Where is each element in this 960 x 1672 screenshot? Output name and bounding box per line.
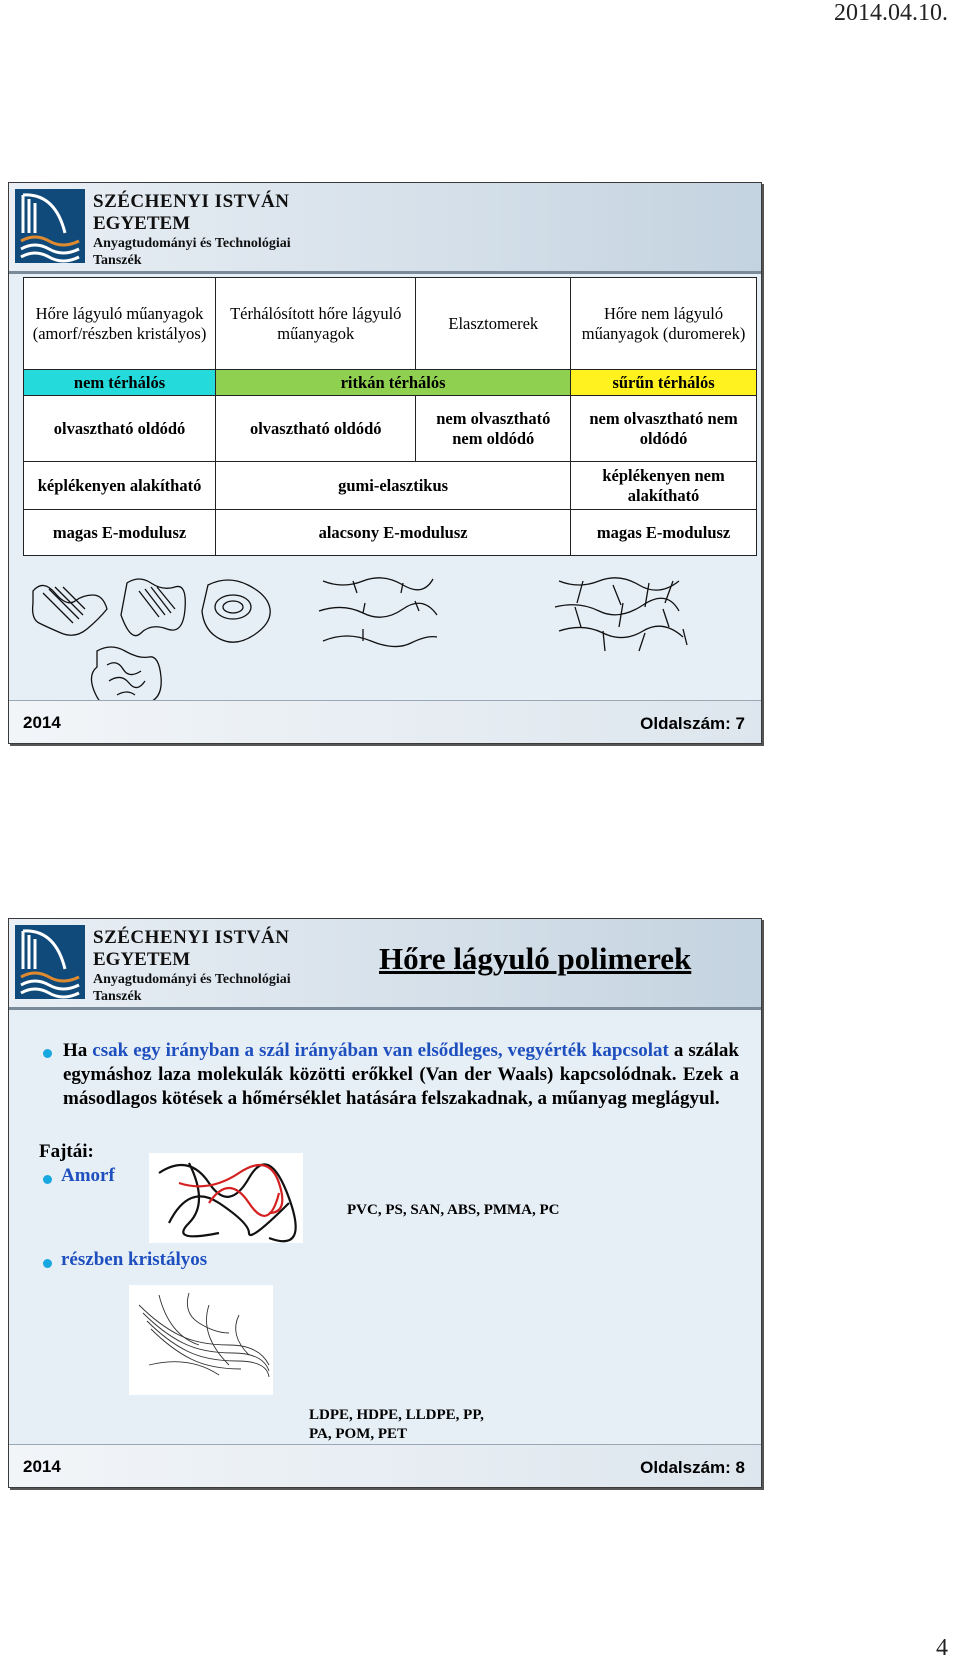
bullet-icon <box>43 1049 52 1058</box>
table-cell: nem térhálós <box>24 370 216 396</box>
slide-number: Oldalszám: 7 <box>640 714 745 733</box>
polymer-structure-drawings <box>23 571 757 711</box>
semicrystalline-examples: LDPE, HDPE, LLDPE, PP, PA, POM, PET <box>309 1407 484 1442</box>
table-cell: magas E-modulusz <box>24 510 216 556</box>
table-cell: sűrűn térhálós <box>571 370 757 396</box>
table-row <box>24 370 757 396</box>
slide-footer: 2014 Oldalszám: 8 <box>9 1444 761 1487</box>
page-number: 4 <box>936 1635 948 1661</box>
table-row <box>24 278 757 370</box>
bullet-icon <box>43 1175 52 1184</box>
table-cell: képlékenyen nem alakítható <box>571 462 757 510</box>
university-name: SZÉCHENYI ISTVÁN EGYETEM Anyagtudományi és Technológiai Tanszék <box>93 927 291 1004</box>
slide-number: Oldalszám: 8 <box>640 1458 745 1477</box>
table-cell: nem olvasztható nem oldódó <box>571 396 757 462</box>
types-label: Fajtái: <box>39 1141 94 1162</box>
table-row <box>24 510 757 556</box>
table-cell: olvasztható oldódó <box>216 396 416 462</box>
table-cell: képlékenyen alakítható <box>24 462 216 510</box>
amorphous-examples: PVC, PS, SAN, ABS, PMMA, PC <box>347 1202 560 1218</box>
university-logo <box>15 925 85 999</box>
amorphous-structure-image <box>149 1153 303 1243</box>
semicrystalline-structure-image <box>129 1285 273 1395</box>
slide-8 <box>8 918 762 1488</box>
table-cell: alacsony E-modulusz <box>216 510 571 556</box>
definition-paragraph: Ha csak egy irányban a szál irányában van elsődleges, vegyérték kapcsolat a szálak egymáshoz laza molekulák közötti erőkkel (Van der Waals) kapcsolódnak. Ezek a másodlagos kötések a hőmérséklet hatására felszakadnak, a műanyag meglágyul. <box>63 1040 739 1109</box>
university-name: SZÉCHENYI ISTVÁN EGYETEM Anyagtudományi és Technológiai Tanszék <box>93 191 291 268</box>
slide-footer: 2014 Oldalszám: 7 <box>9 700 761 743</box>
table-cell: Hőre lágyuló műanyagok (amorf/részben kristályos) <box>24 278 216 370</box>
amorphous-label: Amorf <box>61 1165 115 1186</box>
slide-title: Hőre lágyuló polimerek <box>379 941 692 976</box>
university-logo <box>15 189 85 263</box>
table-cell: ritkán térhálós <box>216 370 571 396</box>
table-cell: Térhálósított hőre lágyuló műanyagok <box>216 278 416 370</box>
table-row <box>24 462 757 510</box>
semicrystalline-label: részben kristályos <box>61 1249 208 1270</box>
table-cell: nem olvasztható nem oldódó <box>416 396 571 462</box>
table-cell: gumi-elasztikus <box>216 462 571 510</box>
table-row <box>24 396 757 462</box>
table-cell: olvasztható oldódó <box>24 396 216 462</box>
bullet-icon <box>43 1259 52 1268</box>
table-cell: Hőre nem lágyuló műanyagok (duromerek) <box>571 278 757 370</box>
document-date: 2014.04.10. <box>834 0 948 26</box>
table-cell: magas E-modulusz <box>571 510 757 556</box>
polymer-classification-table <box>23 277 757 556</box>
table-cell: Elasztomerek <box>416 278 571 370</box>
slide-7 <box>8 182 762 744</box>
